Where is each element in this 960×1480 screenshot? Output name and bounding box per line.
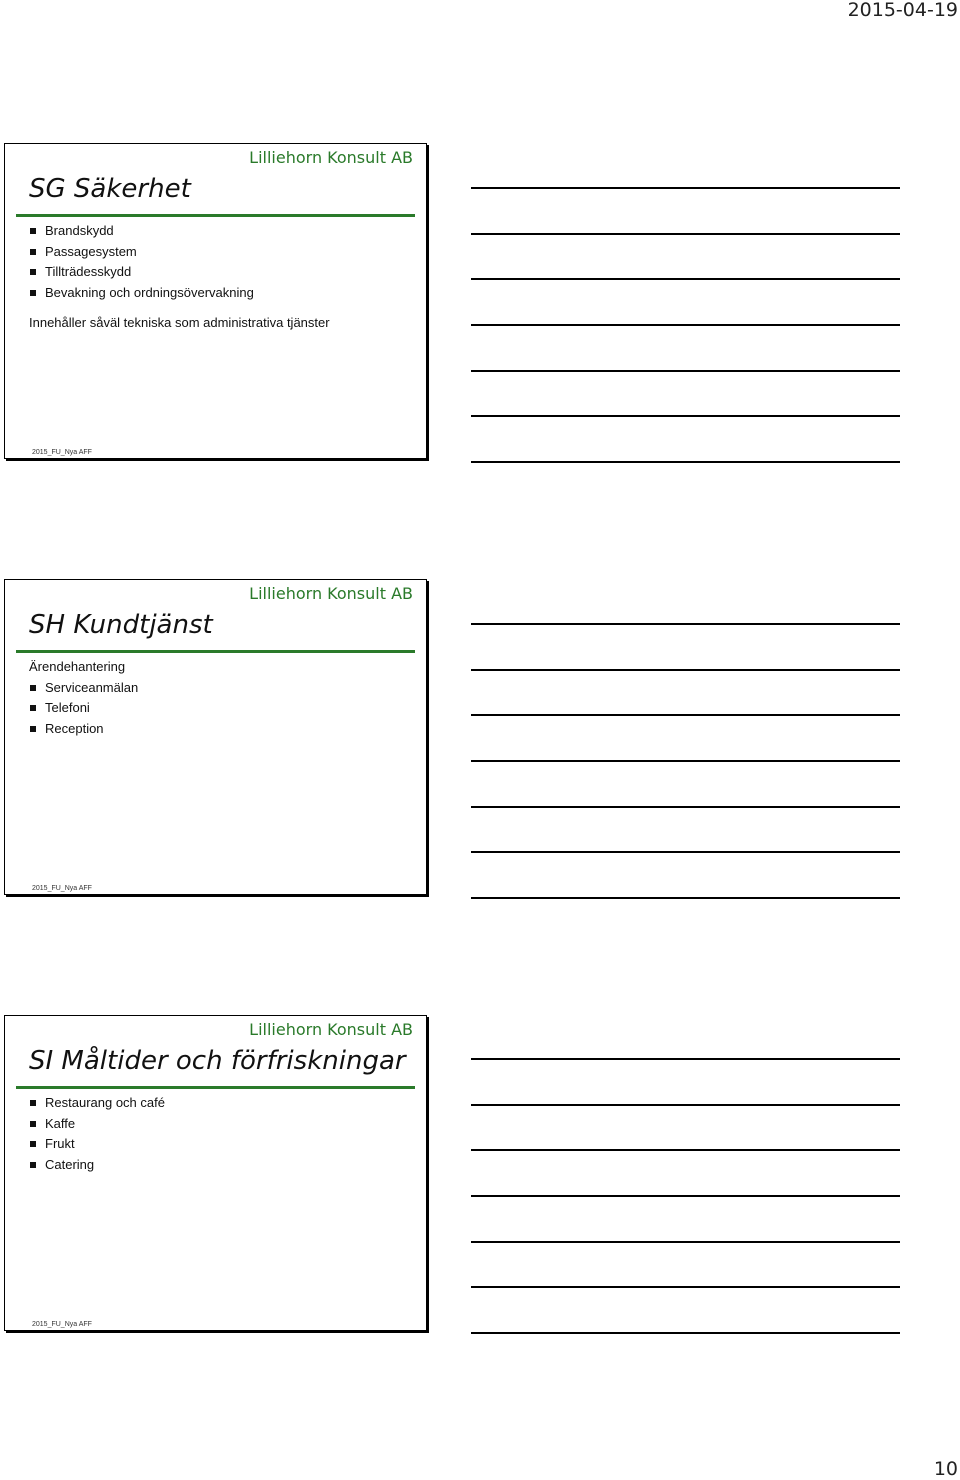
page-date: 2015-04-19: [847, 0, 958, 21]
list-item: [29, 719, 416, 740]
square-bullet-icon: [30, 1141, 36, 1147]
note-line: [471, 806, 900, 808]
slide-company-name: Lilliehorn Konsult AB: [249, 584, 413, 603]
slide-footer: 2015_FU_Nya AFF: [32, 885, 92, 892]
square-bullet-icon: [30, 1100, 36, 1106]
slide-title-rule: [16, 650, 415, 653]
note-line: [471, 461, 900, 463]
square-bullet-icon: [30, 269, 36, 275]
note-line: [471, 623, 900, 625]
list-item: [29, 1093, 416, 1114]
slide-thumbnail: [4, 579, 427, 895]
slide-thumbnail: [4, 143, 427, 459]
note-line: [471, 1058, 900, 1060]
square-bullet-icon: [30, 705, 36, 711]
list-item: [29, 1134, 416, 1155]
slide-body: [29, 1093, 416, 1175]
list-item: [29, 262, 416, 283]
slide-body: [29, 221, 416, 334]
list-item-label: Telefoni: [45, 700, 90, 715]
slide-body: [29, 657, 416, 739]
slide-paragraph: Innehåller såväl tekniska som administrativa tjänster: [29, 315, 330, 330]
list-item-label: Restaurang och café: [45, 1095, 165, 1110]
square-bullet-icon: [30, 249, 36, 255]
list-item: [29, 221, 416, 242]
list-item: [29, 698, 416, 719]
slide-company-name: Lilliehorn Konsult AB: [249, 148, 413, 167]
note-line: [471, 897, 900, 899]
list-item-label: Serviceanmälan: [45, 679, 139, 695]
list-item-label: Catering: [45, 1156, 95, 1172]
list-item-label: Frukt: [45, 1136, 75, 1151]
list-item-label: Brandskydd: [45, 223, 114, 238]
note-line: [471, 1332, 900, 1334]
note-line: [471, 714, 900, 716]
list-item-label: Passagesystem: [45, 243, 137, 259]
note-line: [471, 233, 900, 235]
square-bullet-icon: [30, 290, 36, 296]
list-item: [29, 678, 416, 699]
note-line: [471, 415, 900, 417]
list-item: [29, 1114, 416, 1135]
page-number: 10: [933, 1458, 958, 1480]
slide-footer: 2015_FU_Nya AFF: [32, 1321, 92, 1328]
list-item: [29, 242, 416, 263]
slide-company-name: Lilliehorn Konsult AB: [249, 1020, 413, 1039]
list-item: [29, 283, 416, 304]
slide-paragraph: Ärendehantering: [29, 659, 126, 674]
note-line: [471, 278, 900, 280]
slide-title: SI Måltider och förfriskningar: [29, 1046, 406, 1076]
slide-title: SG Säkerhet: [29, 174, 191, 204]
square-bullet-icon: [30, 685, 36, 691]
bullet-list: [29, 1093, 416, 1175]
note-line: [471, 1195, 900, 1197]
square-bullet-icon: [30, 1121, 36, 1127]
note-line: [471, 851, 900, 853]
note-line: [471, 1286, 900, 1288]
slide-title-rule: [16, 214, 415, 217]
note-line: [471, 187, 900, 189]
slide-footer: 2015_FU_Nya AFF: [32, 449, 92, 456]
note-line: [471, 370, 900, 372]
bullet-list: [29, 678, 416, 740]
square-bullet-icon: [30, 726, 36, 732]
note-line: [471, 1149, 900, 1151]
list-item-label: Kaffe: [45, 1115, 76, 1131]
note-line: [471, 324, 900, 326]
bullet-list: [29, 221, 416, 303]
slide-title-rule: [16, 1086, 415, 1089]
slide-thumbnail: [4, 1015, 427, 1331]
square-bullet-icon: [30, 228, 36, 234]
note-line: [471, 1104, 900, 1106]
list-item-label: Reception: [45, 720, 104, 736]
square-bullet-icon: [30, 1162, 36, 1168]
note-line: [471, 669, 900, 671]
list-item-label: Bevakning och ordningsövervakning: [45, 284, 254, 300]
note-line: [471, 1241, 900, 1243]
note-line: [471, 760, 900, 762]
slide-title: SH Kundtjänst: [29, 610, 213, 640]
list-item-label: Tillträdesskydd: [45, 264, 132, 279]
list-item: [29, 1155, 416, 1176]
